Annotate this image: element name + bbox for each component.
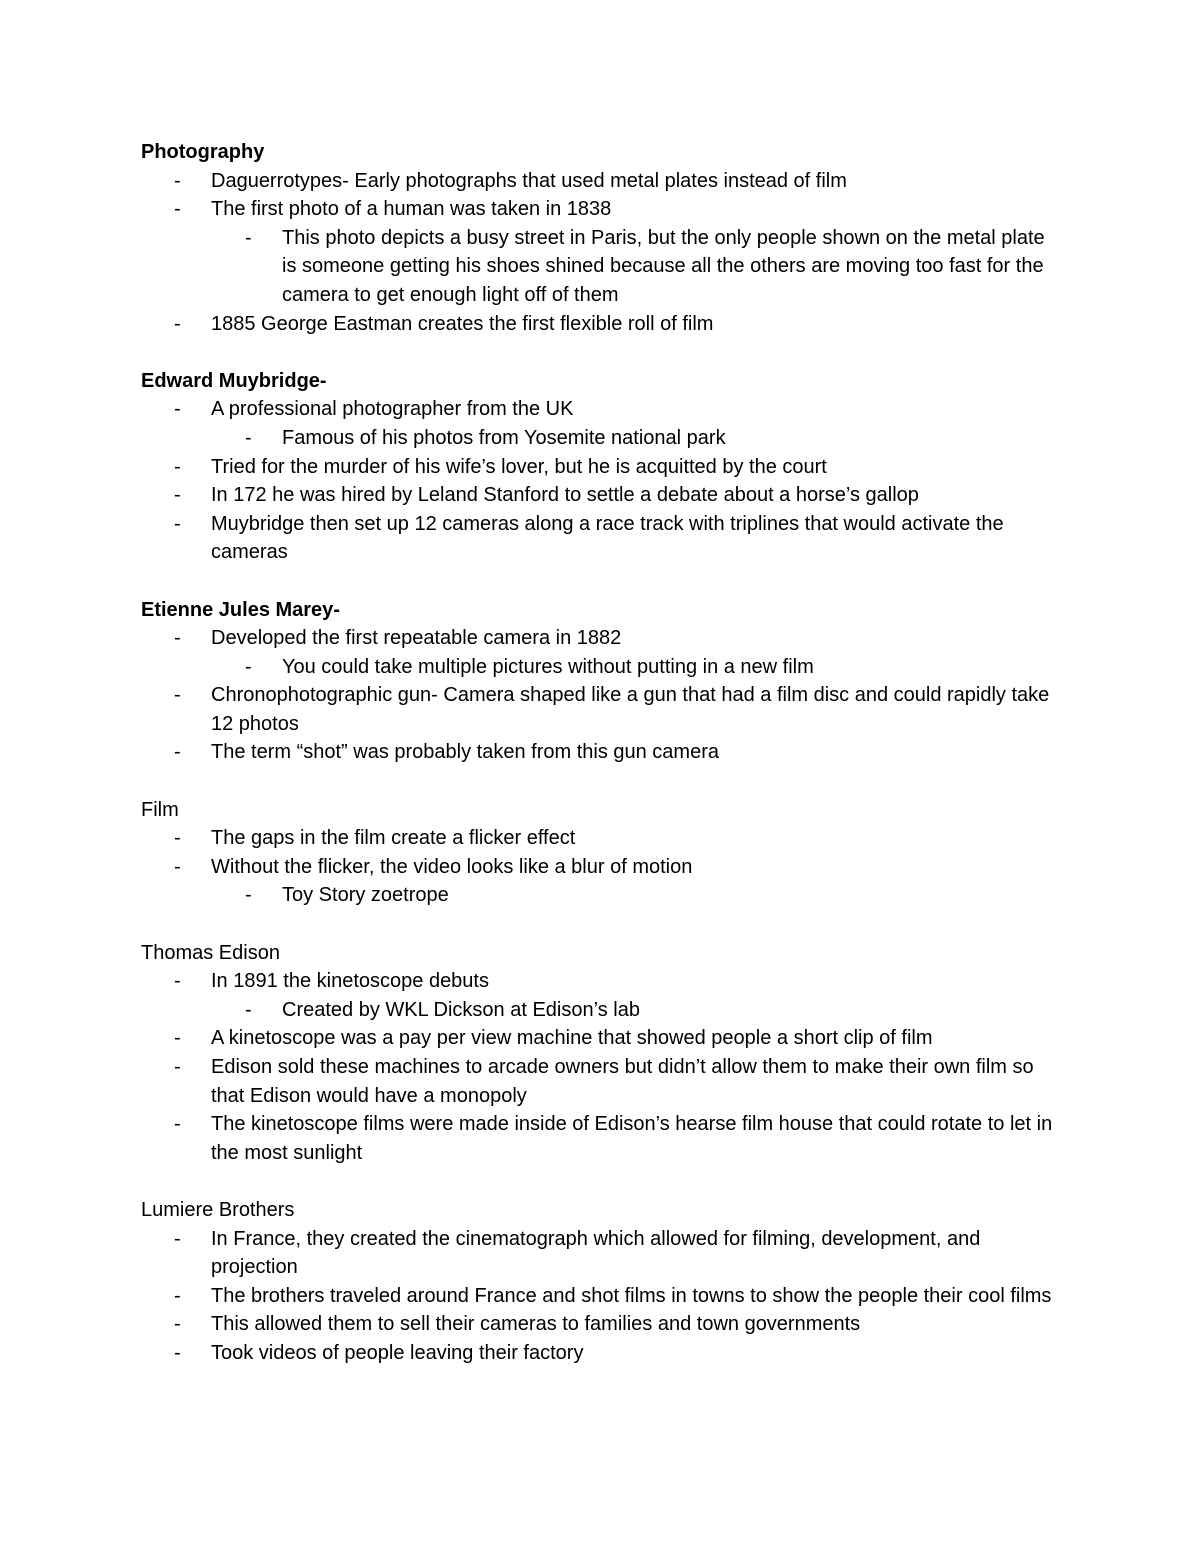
sub-list-item — [211, 424, 1061, 453]
bullet-list — [141, 824, 1061, 910]
list-item-text: The term “shot” was probably taken from this gun camera — [211, 741, 719, 764]
dash-bullet-icon: - — [174, 312, 181, 335]
dash-bullet-icon: - — [174, 169, 181, 192]
list-item — [141, 853, 1061, 910]
section-heading: Thomas Edison — [141, 941, 280, 964]
sub-bullet-list — [211, 653, 1061, 682]
list-item — [141, 624, 1061, 681]
sub-bullet-list — [211, 224, 1061, 310]
section-heading: Lumiere Brothers — [141, 1198, 295, 1221]
list-item — [141, 824, 1061, 853]
list-item-text: In 172 he was hired by Leland Stanford to settle a debate about a horse’s gallop — [211, 484, 919, 507]
sub-list-item-text: You could take multiple pictures without putting in a new film — [282, 655, 814, 678]
dash-bullet-icon: - — [174, 455, 181, 478]
dash-bullet-icon: - — [174, 484, 181, 507]
section — [141, 796, 1061, 910]
list-item-text: Tried for the murder of his wife’s lover, but he is acquitted by the court — [211, 455, 827, 478]
dash-bullet-icon: - — [174, 827, 181, 850]
list-item-text: Edison sold these machines to arcade owners but didn’t allow them to make their own film so that Edison would have a monopoly — [211, 1056, 1034, 1107]
list-item — [141, 1225, 1061, 1282]
list-item — [141, 1339, 1061, 1368]
list-item-text: The kinetoscope films were made inside of Edison’s hearse film house that could rotate to let in the most sunlight — [211, 1113, 1053, 1164]
section-heading: Edward Muybridge- — [141, 369, 327, 392]
list-item-text: A kinetoscope was a pay per view machine that showed people a short clip of film — [211, 1027, 933, 1050]
list-item-text: This allowed them to sell their cameras to families and town governments — [211, 1313, 861, 1336]
list-item — [141, 681, 1061, 738]
list-item-text: In France, they created the cinematograph which allowed for filming, development, and projection — [211, 1227, 981, 1279]
list-item-text: The brothers traveled around France and shot films in towns to show the people their cool films — [211, 1284, 1052, 1307]
bullet-list — [141, 1225, 1061, 1368]
list-item — [141, 167, 1061, 196]
dash-bullet-icon: - — [245, 426, 252, 449]
list-item — [141, 1110, 1061, 1167]
section-heading: Etienne Jules Marey- — [141, 598, 340, 621]
document-page — [141, 138, 1061, 1396]
section — [141, 138, 1061, 338]
section-heading: Film — [141, 798, 179, 821]
dash-bullet-icon: - — [174, 1227, 181, 1250]
list-item — [141, 453, 1061, 482]
list-item — [141, 481, 1061, 510]
list-item-text: Without the flicker, the video looks like a blur of motion — [211, 855, 693, 878]
dash-bullet-icon: - — [245, 884, 252, 907]
dash-bullet-icon: - — [174, 627, 181, 650]
dash-bullet-icon: - — [174, 398, 181, 421]
dash-bullet-icon: - — [245, 998, 252, 1021]
dash-bullet-icon: - — [174, 1056, 181, 1078]
dash-bullet-icon: - — [174, 1027, 181, 1050]
sub-list-item — [211, 653, 1061, 682]
list-item-text: A professional photographer from the UK — [211, 398, 574, 421]
section — [141, 367, 1061, 567]
list-item — [141, 195, 1061, 309]
sub-list-item — [211, 224, 1061, 310]
section-heading: Photography — [141, 141, 265, 163]
bullet-list — [141, 967, 1061, 1167]
sub-list-item — [211, 996, 1061, 1025]
list-item — [141, 395, 1061, 452]
dash-bullet-icon: - — [174, 741, 181, 764]
sub-list-item-text: Famous of his photos from Yosemite national park — [282, 426, 726, 449]
list-item — [141, 1310, 1061, 1339]
list-item-text: In 1891 the kinetoscope debuts — [211, 970, 489, 993]
list-item — [141, 967, 1061, 1024]
list-item — [141, 1053, 1061, 1110]
bullet-list — [141, 624, 1061, 767]
dash-bullet-icon: - — [174, 198, 181, 221]
dash-bullet-icon: - — [245, 226, 252, 249]
list-item — [141, 1282, 1061, 1311]
section — [141, 1196, 1061, 1368]
list-item-text: Daguerrotypes- Early photographs that used metal plates instead of film — [211, 169, 847, 192]
sub-list-item-text: Created by WKL Dickson at Edison’s lab — [282, 998, 640, 1021]
dash-bullet-icon: - — [174, 684, 181, 707]
sub-list-item-text: This photo depicts a busy street in Paris, but the only people shown on the metal plate is someone getting his shoes shined because all the others are moving too fast for the camera to get enough light off of them — [282, 226, 1045, 306]
section — [141, 596, 1061, 768]
list-item-text: Muybridge then set up 12 cameras along a race track with triplines that would activate the cameras — [211, 512, 1004, 564]
list-item-text: Developed the first repeatable camera in 1882 — [211, 627, 622, 650]
dash-bullet-icon: - — [174, 512, 181, 535]
dash-bullet-icon: - — [174, 970, 181, 993]
list-item — [141, 310, 1061, 339]
sub-bullet-list — [211, 996, 1061, 1025]
list-item-text: The gaps in the film create a flicker effect — [211, 827, 576, 850]
sub-list-item — [211, 881, 1061, 910]
bullet-list — [141, 395, 1061, 567]
list-item-text: Took videos of people leaving their factory — [211, 1341, 584, 1364]
list-item-text: The first photo of a human was taken in 1838 — [211, 198, 612, 221]
section — [141, 939, 1061, 1168]
dash-bullet-icon: - — [245, 655, 252, 678]
sub-list-item-text: Toy Story zoetrope — [282, 884, 449, 907]
list-item-text: 1885 George Eastman creates the first flexible roll of film — [211, 312, 714, 335]
list-item — [141, 510, 1061, 567]
dash-bullet-icon: - — [174, 1113, 181, 1136]
dash-bullet-icon: - — [174, 1284, 181, 1307]
list-item — [141, 1024, 1061, 1053]
sub-bullet-list — [211, 424, 1061, 453]
sub-bullet-list — [211, 881, 1061, 910]
list-item-text: Chronophotographic gun- Camera shaped like a gun that had a film disc and could rapidly take 12 photos — [211, 684, 1050, 735]
dash-bullet-icon: - — [174, 1313, 181, 1336]
bullet-list — [141, 167, 1061, 339]
list-item — [141, 738, 1061, 767]
dash-bullet-icon: - — [174, 1341, 181, 1364]
dash-bullet-icon: - — [174, 855, 181, 878]
